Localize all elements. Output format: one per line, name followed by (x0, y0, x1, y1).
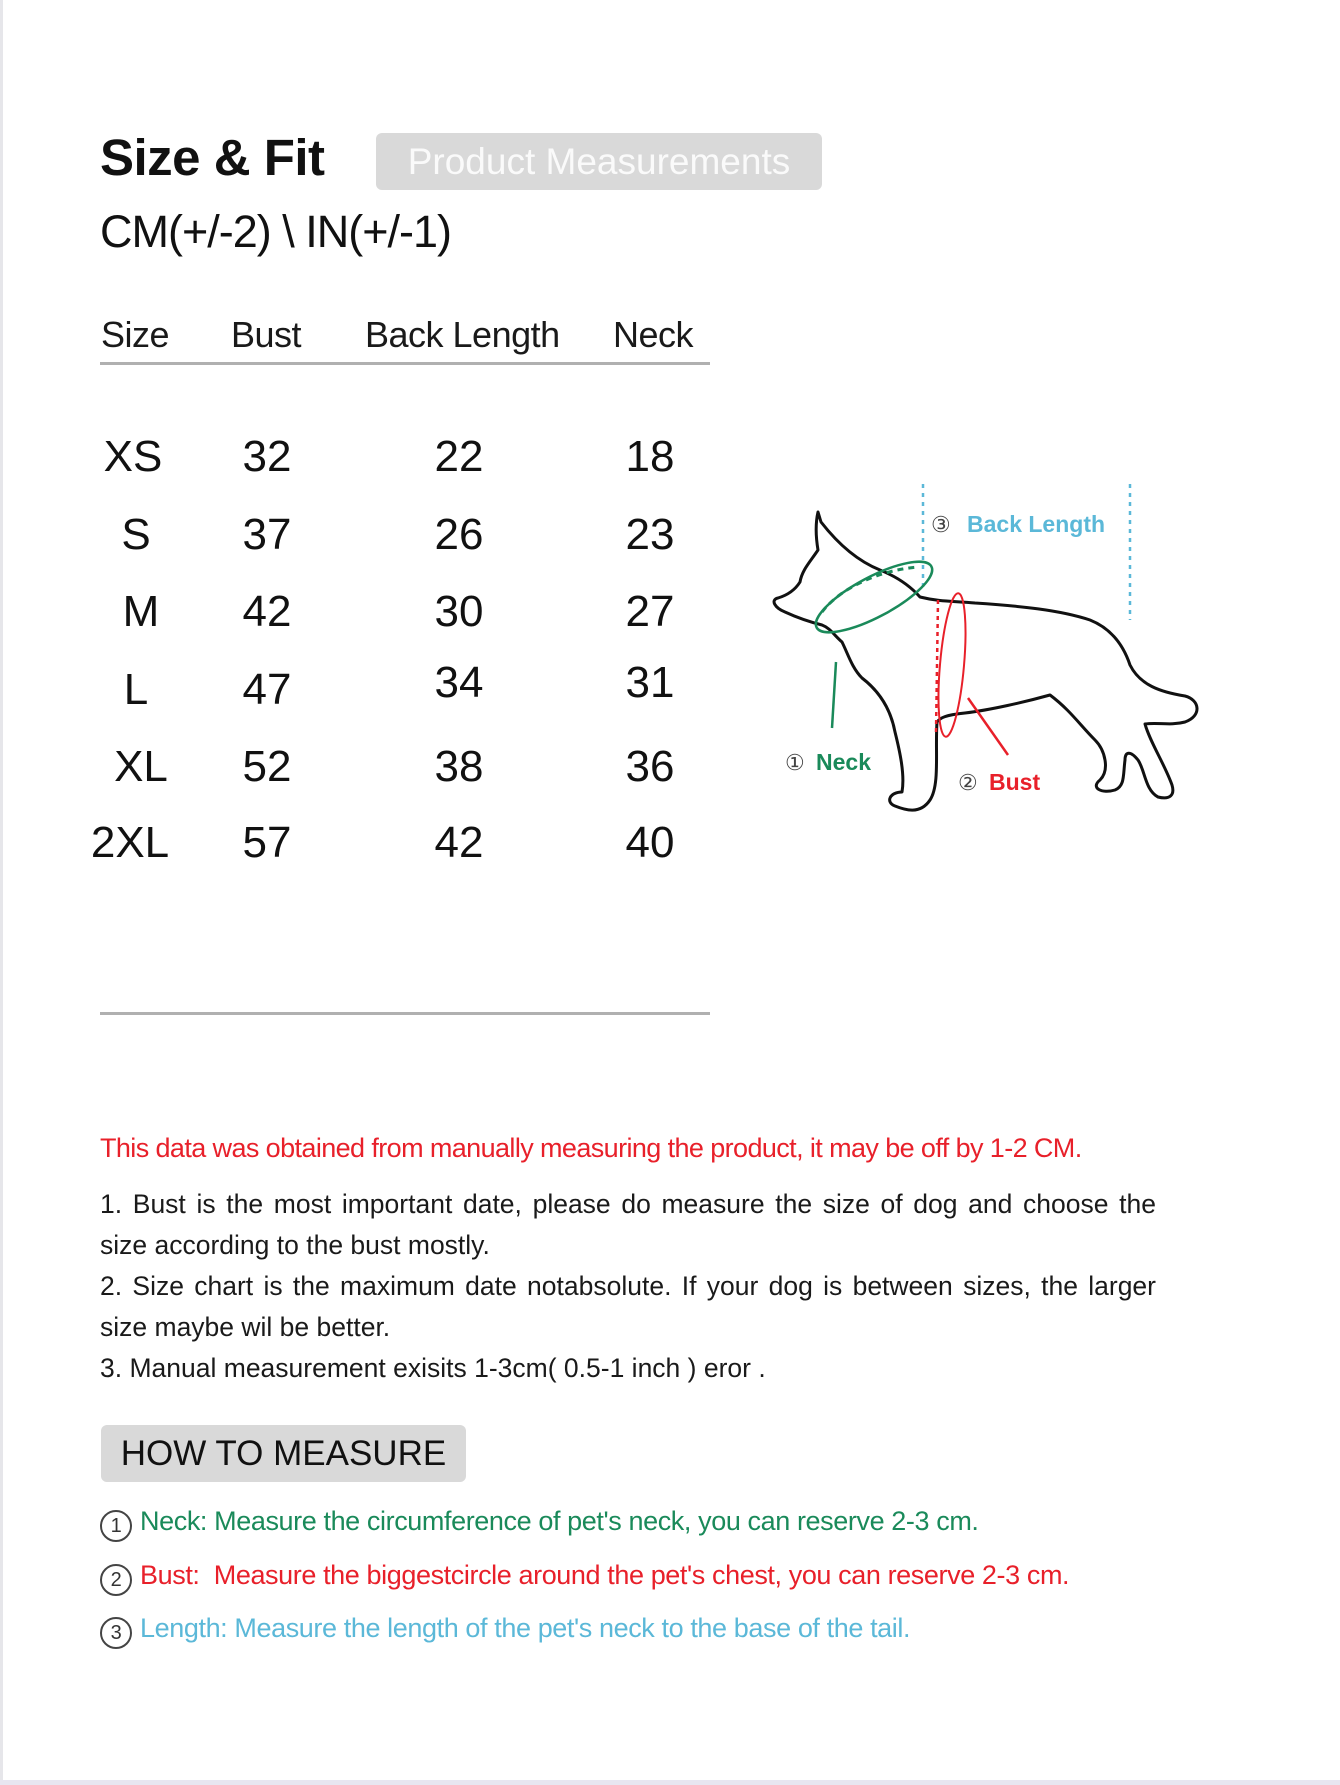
cell-bust: 47 (242, 665, 292, 714)
neck-number: ① (785, 750, 805, 775)
number-3-icon: 3 (100, 1617, 132, 1649)
column-header-bust: Bust (231, 314, 302, 355)
sizing-notes-list (100, 1184, 1156, 1389)
table-header-divider (100, 362, 710, 365)
cell-back-length: 34 (434, 658, 484, 707)
cell-neck: 31 (625, 658, 675, 707)
cell-bust: 52 (242, 742, 292, 791)
cell-neck: 40 (625, 818, 675, 867)
units-note: CM(+/-2) \ IN(+/-1) (100, 206, 452, 257)
cell-back-length: 26 (434, 510, 484, 559)
cell-neck: 18 (625, 432, 675, 481)
back-length-label: Back Length (967, 511, 1106, 537)
column-header-size: Size (101, 314, 170, 355)
number-1-icon: 1 (100, 1510, 132, 1542)
page-title: Size & Fit (100, 129, 325, 186)
cell-size: S (121, 510, 151, 559)
how-to-length-text: Length: Measure the length of the pet's neck to the base of the tail. (140, 1613, 911, 1643)
cell-bust: 57 (242, 818, 292, 867)
number-2-icon: 2 (100, 1564, 132, 1596)
product-measurements-badge: Product Measurements (376, 133, 822, 190)
note-2-line-1: 2. Size chart is the maximum date notabsolute. If your dog is between sizes, the larger (100, 1271, 1156, 1301)
cell-back-length: 38 (434, 742, 484, 791)
cell-size: L (123, 665, 149, 714)
page-border-bottom (0, 1780, 1340, 1785)
measurement-disclaimer: This data was obtained from manually measuring the product, it may be off by 1-2 CM. (100, 1133, 1082, 1163)
page-border-left (0, 0, 3, 1785)
neck-pointer (832, 662, 836, 728)
note-3: 3. Manual measurement exisits 1-3cm( 0.5-1 inch ) eror . (100, 1353, 766, 1383)
column-header-neck: Neck (613, 314, 694, 355)
cell-neck: 27 (625, 587, 675, 636)
note-1-line-1: 1. Bust is the most important date, please do measure the size of dog and choose the (100, 1189, 1156, 1219)
how-to-neck (100, 1502, 979, 1542)
cell-back-length: 42 (434, 818, 484, 867)
back-length-number: ③ (931, 512, 951, 537)
how-to-measure-heading: HOW TO MEASURE (101, 1425, 466, 1482)
cell-neck: 23 (625, 510, 675, 559)
bust-number: ② (958, 770, 978, 795)
cell-size: XS (103, 432, 163, 481)
how-to-neck-text: Neck: Measure the circumference of pet's neck, you can reserve 2-3 cm. (140, 1506, 979, 1536)
column-header-back-length: Back Length (365, 314, 560, 355)
cell-back-length: 30 (434, 587, 484, 636)
note-2-line-2: size maybe wil be better. (100, 1312, 391, 1342)
cell-size: M (122, 587, 160, 636)
bust-measure-ring-back (936, 600, 938, 732)
neck-measure-ring-back (822, 567, 918, 612)
how-to-bust (100, 1556, 1069, 1596)
cell-bust: 42 (242, 587, 292, 636)
cell-size: XL (114, 742, 168, 791)
neck-label: Neck (816, 749, 871, 775)
cell-size: 2XL (90, 818, 170, 867)
cell-bust: 37 (242, 510, 292, 559)
how-to-bust-text: Bust: Measure the biggestcircle around the pet's chest, you can reserve 2-3 cm. (140, 1560, 1070, 1590)
note-1-line-2: size according to the bust mostly. (100, 1230, 490, 1260)
table-bottom-divider (100, 1012, 710, 1015)
cell-neck: 36 (625, 742, 675, 791)
cell-back-length: 22 (434, 432, 484, 481)
cell-bust: 32 (242, 432, 292, 481)
dog-measurement-diagram (740, 470, 1210, 840)
how-to-length (100, 1609, 910, 1649)
bust-label: Bust (989, 769, 1041, 795)
